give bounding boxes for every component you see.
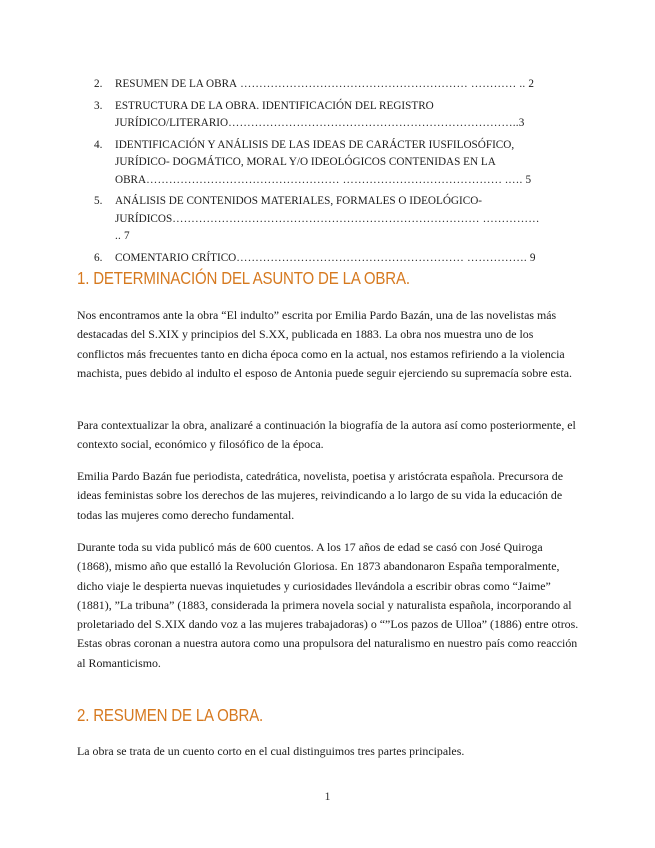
toc-entry[interactable] <box>94 76 546 94</box>
section-heading: 2. RESUMEN DE LA OBRA. <box>77 705 264 725</box>
table-of-contents <box>94 76 546 271</box>
toc-entry-leader: ……………………………………………………………………… …………… .. 7 <box>115 212 540 242</box>
toc-entry-leader: …………………………………………………… ……………. 9 <box>236 251 536 264</box>
toc-entry-leader: …………………………………………… …………………………………… .…. 5 <box>146 173 532 186</box>
toc-entry-leader: …………………………………………………………………..3 <box>228 117 525 129</box>
toc-entry-number: 5. <box>94 195 103 207</box>
toc-entry-number: 6. <box>94 251 103 264</box>
body-paragraph: Para contextualizar la obra, analizaré a continuación la biografía de la autora así como posteriormente, el contexto social, económico y filosófico de la época. <box>77 418 576 452</box>
toc-entry[interactable] <box>94 98 546 133</box>
toc-entry-title: ESTRUCTURA DE LA OBRA. IDENTIFICACIÓN DEL REGISTRO JURÍDICO/LITERARIO <box>115 99 434 129</box>
toc-entry-title: IDENTIFICACIÓN Y ANÁLISIS DE LAS IDEAS DE CARÁCTER IUSFILOSÓFICO, JURÍDICO- DOGMÁTICO, MORAL Y/O IDEOLÓGICOS CONTENIDAS EN LA OBRA <box>115 138 515 186</box>
toc-entry-title: RESUMEN DE LA OBRA <box>115 78 238 90</box>
toc-entry-title: COMENTARIO CRÍTICO <box>115 251 237 264</box>
toc-entry-number: 3. <box>94 99 103 112</box>
body-paragraph: Durante toda su vida publicó más de 600 cuentos. A los 17 años de edad se casó con José Quiroga (1868), mismo año que estalló la Revolución Gloriosa. En 1873 abandonaron España temporalmente, dicho viaje le despierta nuevas inquietudes y curiosidades llevándola a escribir obras como “Jaime” (1881), ”La tribuna” (1883, considerada la primera novela social y naturalista española, incorporando al proletariado del S.XIX dando voz a las mujeres trabajadoras) o “”Los pazos de Ulloa” (1886) entre otros. Estas obras coronan a nuestra autora como una propulsora del naturalismo en nuestro país como reacción al Romanticismo. <box>77 540 579 670</box>
section-heading: 1. DETERMINACIÓN DEL ASUNTO DE LA OBRA. <box>77 268 410 288</box>
body-paragraph: Nos encontramos ante la obra “El indulto” escrita por Emilia Pardo Bazán, una de las novelistas más destacadas del S.XIX y principios del S.XX, publicada en 1883. La obra nos muestra uno de los conflictos más frecuentes tanto en dicha época como en la actual, nos estamos refiriendo a la violencia machista, pues debido al indulto el esposo de Antonia puede seguir ejerciendo su supremacía sobre esta. <box>77 308 572 380</box>
toc-entry-title: ANÁLISIS DE CONTENIDOS MATERIALES, FORMALES O IDEOLÓGICO-JURÍDICOS <box>115 195 483 225</box>
toc-entry[interactable] <box>94 193 546 246</box>
body-paragraph: Emilia Pardo Bazán fue periodista, catedrática, novelista, poetisa y aristócrata española. Precursora de ideas feministas sobre los derechos de las mujeres, reivindicando a lo largo de su vida la educación de todas las mujeres como derecho fundamental. <box>77 469 564 522</box>
toc-entry-number: 4. <box>94 138 103 151</box>
body-paragraph: La obra se trata de un cuento corto en el cual distinguimos tres partes principales. <box>77 744 465 758</box>
toc-entry[interactable] <box>94 250 546 268</box>
toc-entry-number: 2. <box>94 78 103 90</box>
toc-entry-leader: …………………………………………………… ………… .. 2 <box>237 78 535 90</box>
page-number: 1 <box>324 789 331 803</box>
toc-entry[interactable] <box>94 137 546 190</box>
